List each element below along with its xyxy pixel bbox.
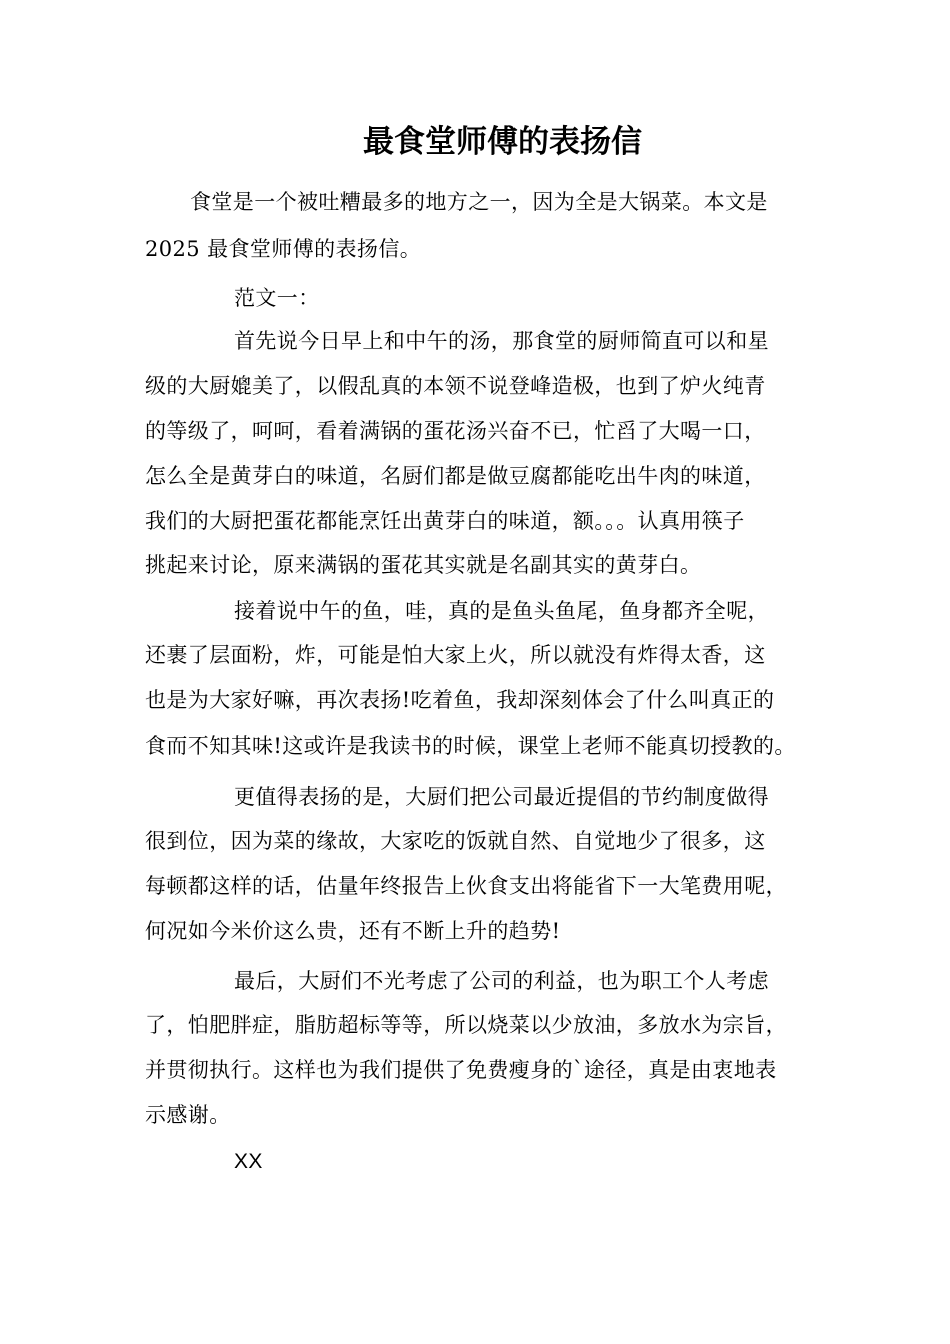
paragraph-line: 了，怕肥胖症，脂肪超标等等，所以烧菜以少放油，多放水为宗旨，	[145, 1013, 787, 1037]
paragraph-line: 每顿都这样的话，估量年终报告上伙食支出将能省下一大笔费用呢，	[145, 874, 787, 898]
intro-line: 2025 最食堂师傅的表扬信。	[145, 237, 422, 261]
paragraph-line: 何况如今米价这么贵，还有不断上升的趋势!	[145, 919, 561, 943]
intro-line: 食堂是一个被吐糟最多的地方之一，因为全是大锅菜。本文是	[190, 190, 768, 214]
paragraph-line: 的等级了，呵呵，看着满锅的蛋花汤兴奋不已，忙舀了大喝一口，	[145, 419, 766, 443]
paragraph-line: 更值得表扬的是，大厨们把公司最近提倡的节约制度做得	[234, 785, 769, 809]
signature: XX	[234, 1150, 263, 1173]
paragraph-line: 最后，大厨们不光考虑了公司的利益，也为职工个人考虑	[234, 969, 769, 993]
paragraph-line: 食而不知其味!这或许是我读书的时候，课堂上老师不能真切授教的。	[145, 734, 796, 758]
paragraph-line: 我们的大厨把蛋花都能烹饪出黄芽白的味道，额。。。认真用筷子	[145, 509, 745, 533]
paragraph-line: 并贯彻执行。这样也为我们提供了免费瘦身的`途径，真是由衷地表	[145, 1058, 777, 1082]
document-title: 最食堂师傅的表扬信	[363, 124, 642, 160]
paragraph-line: 还裹了层面粉，炸，可能是怕大家上火，所以就没有炸得太香，这	[145, 643, 766, 667]
paragraph-line: 也是为大家好嘛，再次表扬!吃着鱼，我却深刻体会了什么叫真正的	[145, 688, 775, 712]
paragraph-line: 挑起来讨论，原来满锅的蛋花其实就是名副其实的黄芽白。	[145, 553, 702, 577]
paragraph-line: 怎么全是黄芽白的味道，名厨们都是做豆腐都能吃出牛肉的味道，	[145, 464, 766, 488]
paragraph-line: 很到位，因为菜的缘故，大家吃的饭就自然、自觉地少了很多，这	[145, 829, 766, 853]
paragraph-line: 首先说今日早上和中午的汤，那食堂的厨师简直可以和星	[234, 329, 769, 353]
section-label: 范文一：	[234, 286, 320, 310]
paragraph-line: 示感谢。	[145, 1103, 231, 1127]
paragraph-line: 级的大厨媲美了，以假乱真的本领不说登峰造极，也到了炉火纯青	[145, 374, 766, 398]
paragraph-line: 接着说中午的鱼，哇，真的是鱼头鱼尾，鱼身都齐全呢，	[234, 599, 769, 623]
